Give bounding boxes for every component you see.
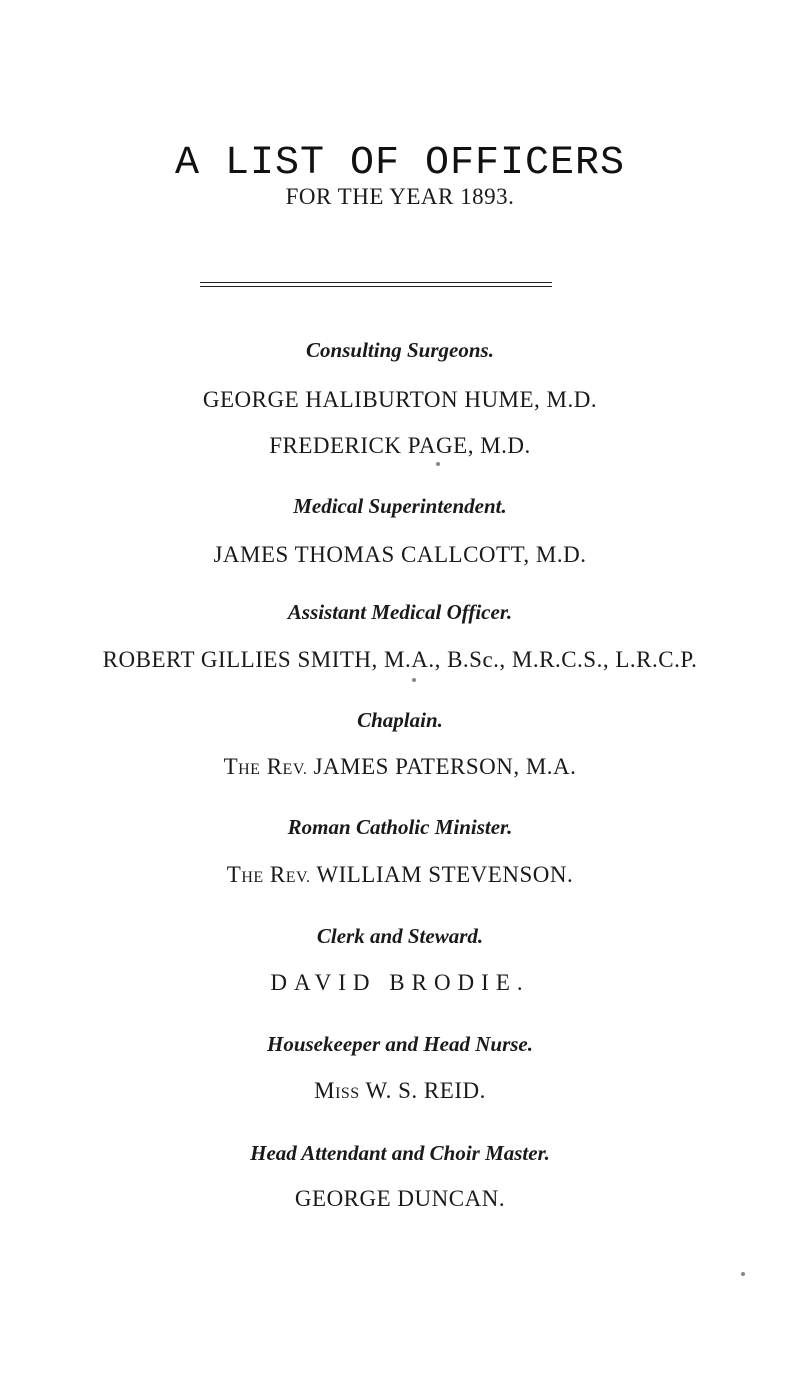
name-medical-superintendent: JAMES THOMAS CALLCOTT, M.D.	[213, 542, 587, 567]
heading-consulting-surgeons: Consulting Surgeons.	[306, 338, 494, 362]
name-roman-catholic-minister	[0, 860, 800, 893]
heading-roman-catholic-minister: Roman Catholic Minister.	[287, 815, 513, 839]
name-prefix: THE REV.	[223, 754, 308, 779]
name-head-attendant-and-choir-master: GEORGE DUNCAN.	[294, 1186, 506, 1211]
page-subtitle: FOR THE YEAR 1893.	[285, 184, 515, 209]
name-text: JAMES PATERSON, M.A.	[313, 754, 577, 779]
double-rule-bottom	[200, 286, 552, 287]
name-chaplain	[0, 752, 800, 785]
paper-speck	[436, 462, 440, 466]
page-title: A LIST OF OFFICERS	[174, 141, 626, 186]
name-text: W. S. REID.	[365, 1078, 486, 1103]
name-consulting-surgeon-1: GEORGE HALIBURTON HUME, M.D.	[202, 387, 598, 412]
double-rule-top	[200, 282, 552, 283]
paper-speck	[412, 678, 416, 682]
name-housekeeper-and-head-nurse	[0, 1076, 800, 1109]
heading-head-attendant-and-choir-master: Head Attendant and Choir Master.	[250, 1141, 550, 1165]
heading-chaplain: Chaplain.	[357, 708, 443, 732]
heading-housekeeper-and-head-nurse: Housekeeper and Head Nurse.	[267, 1032, 533, 1056]
paper-speck	[741, 1272, 745, 1276]
heading-medical-superintendent: Medical Superintendent.	[293, 494, 507, 518]
name-consulting-surgeon-2: FREDERICK PAGE, M.D.	[269, 433, 531, 458]
name-clerk-and-steward: DAVID BRODIE.	[270, 970, 530, 995]
name-assistant-medical-officer: ROBERT GILLIES SMITH, M.A., B.Sc., M.R.C.S., L.R.C.P.	[102, 647, 698, 672]
name-text: WILLIAM STEVENSON.	[316, 862, 574, 887]
heading-clerk-and-steward: Clerk and Steward.	[316, 924, 484, 948]
name-prefix: THE REV.	[226, 862, 311, 887]
name-prefix: MISS	[314, 1078, 360, 1103]
heading-assistant-medical-officer: Assistant Medical Officer.	[287, 600, 513, 624]
